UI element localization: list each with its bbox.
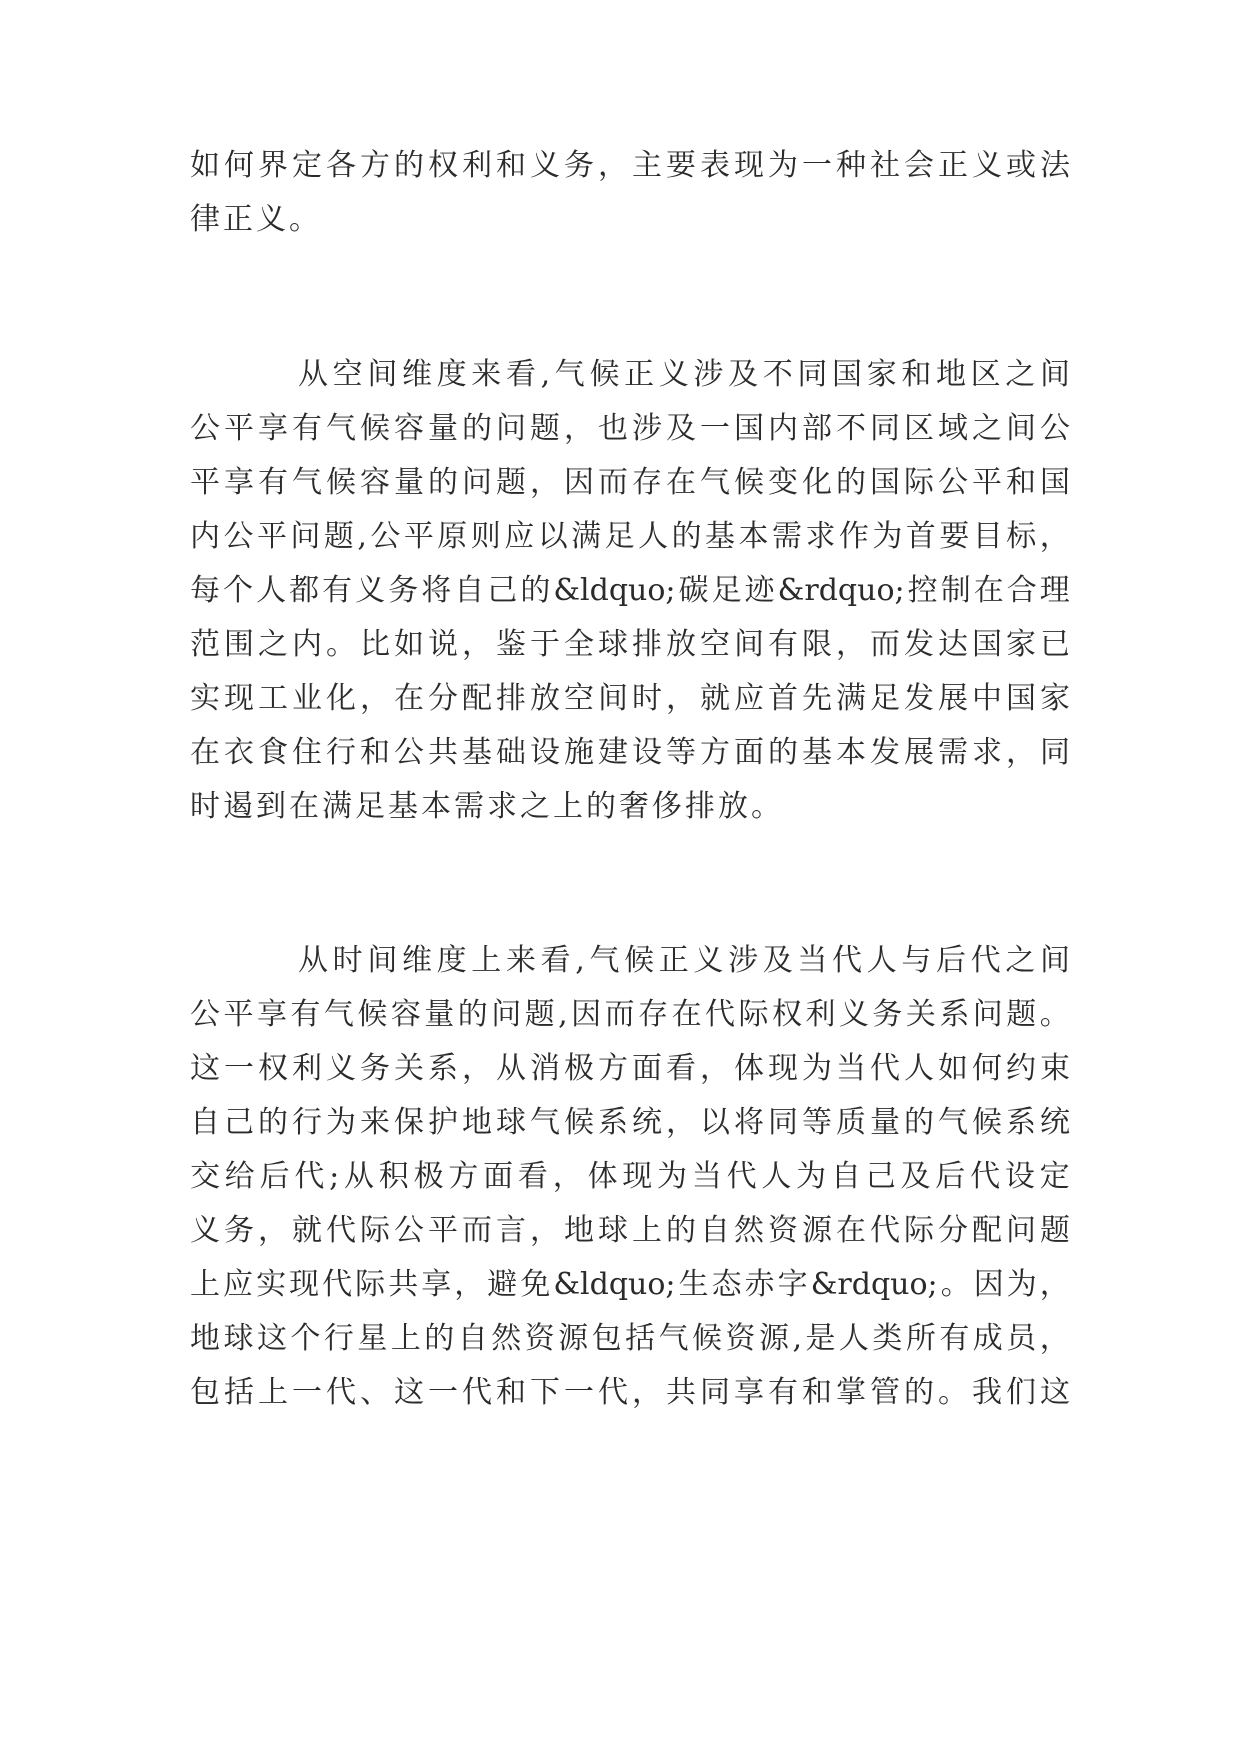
paragraph-3-line-1: 从 时 间 维 度 上 来 看 , 气 候 正 义 涉 及 当 代 人 与 后 代 之 间 [298, 943, 1070, 978]
paragraph-2-line-9: 时 遏 到 在 满 足 基 本 需 求 之 上 的 奢 侈 排 放 。 [190, 789, 781, 824]
paragraph-2-line-1: 从 空 间 维 度 来 看 , 气 候 正 义 涉 及 不 同 国 家 和 地 区 之 间 [298, 357, 1070, 392]
paragraph-2-line-4: 内 公 平 问 题 , 公 平 原 则 应 以 满 足 人 的 基 本 需 求 作 为 首 要 目 标 ， [190, 519, 1070, 554]
paragraph-3-line-6: 义 务 ， 就 代 际 公 平 而 言 ， 地 球 上 的 自 然 资 源 在 代 际 分 配 问 题 [190, 1213, 1070, 1248]
paragraph-3-line-4: 自 己 的 行 为 来 保 护 地 球 气 候 系 统 ， 以 将 同 等 质 量 的 气 候 系 统 [190, 1105, 1070, 1140]
paragraph-2-line-2: 公 平 享 有 气 候 容 量 的 问 题 ， 也 涉 及 一 国 内 部 不 同 区 域 之 间 公 [190, 411, 1070, 446]
paragraph-3-line-3: 这 一 权 利 义 务 关 系 ， 从 消 极 方 面 看 ， 体 现 为 当 代 人 如 何 约 束 [190, 1051, 1070, 1086]
paragraph-2-line-3: 平 享 有 气 候 容 量 的 问 题 ， 因 而 存 在 气 候 变 化 的 国 际 公 平 和 国 [190, 465, 1070, 500]
paragraph-2-line-8: 在 衣 食 住 行 和 公 共 基 础 设 施 建 设 等 方 面 的 基 本 发 展 需 求 ， 同 [190, 735, 1070, 770]
paragraph-3-line-9: 包 括 上 一 代 、 这 一 代 和 下 一 代 ， 共 同 享 有 和 掌 管 的 。 我 们 这 [190, 1375, 1070, 1410]
paragraph-3-line-7: 上 应 实 现 代 际 共 享 ， 避 免 &ldquo; 生 态 赤 字 &rdquo; 。 因 为 ， [190, 1267, 1070, 1302]
paragraph-1-line-1: 如 何 界 定 各 方 的 权 利 和 义 务 ， 主 要 表 现 为 一 种 社 会 正 义 或 法 [190, 148, 1070, 183]
paragraph-3-line-2: 公 平 享 有 气 候 容 量 的 问 题 , 因 而 存 在 代 际 权 利 义 务 关 系 问 题 。 [190, 997, 1070, 1032]
paragraph-3-line-8: 地 球 这 个 行 星 上 的 自 然 资 源 包 括 气 候 资 源 , 是 人 类 所 有 成 员 ， [190, 1321, 1070, 1356]
paragraph-2-line-7: 实 现 工 业 化 ， 在 分 配 排 放 空 间 时 ， 就 应 首 先 满 足 发 展 中 国 家 [190, 681, 1070, 716]
paragraph-2-line-6: 范 围 之 内 。 比 如 说 ， 鉴 于 全 球 排 放 空 间 有 限 ， 而 发 达 国 家 已 [190, 627, 1070, 662]
paragraph-3-line-5: 交 给 后 代 ; 从 积 极 方 面 看 ， 体 现 为 当 代 人 为 自 己 及 后 代 设 定 [190, 1159, 1070, 1194]
paragraph-2-line-5: 每 个 人 都 有 义 务 将 自 己 的 &ldquo; 碳 足 迹 &rdquo; 控 制 在 合 理 [190, 573, 1070, 608]
paragraph-1-line-2: 律 正 义 。 [190, 202, 319, 237]
